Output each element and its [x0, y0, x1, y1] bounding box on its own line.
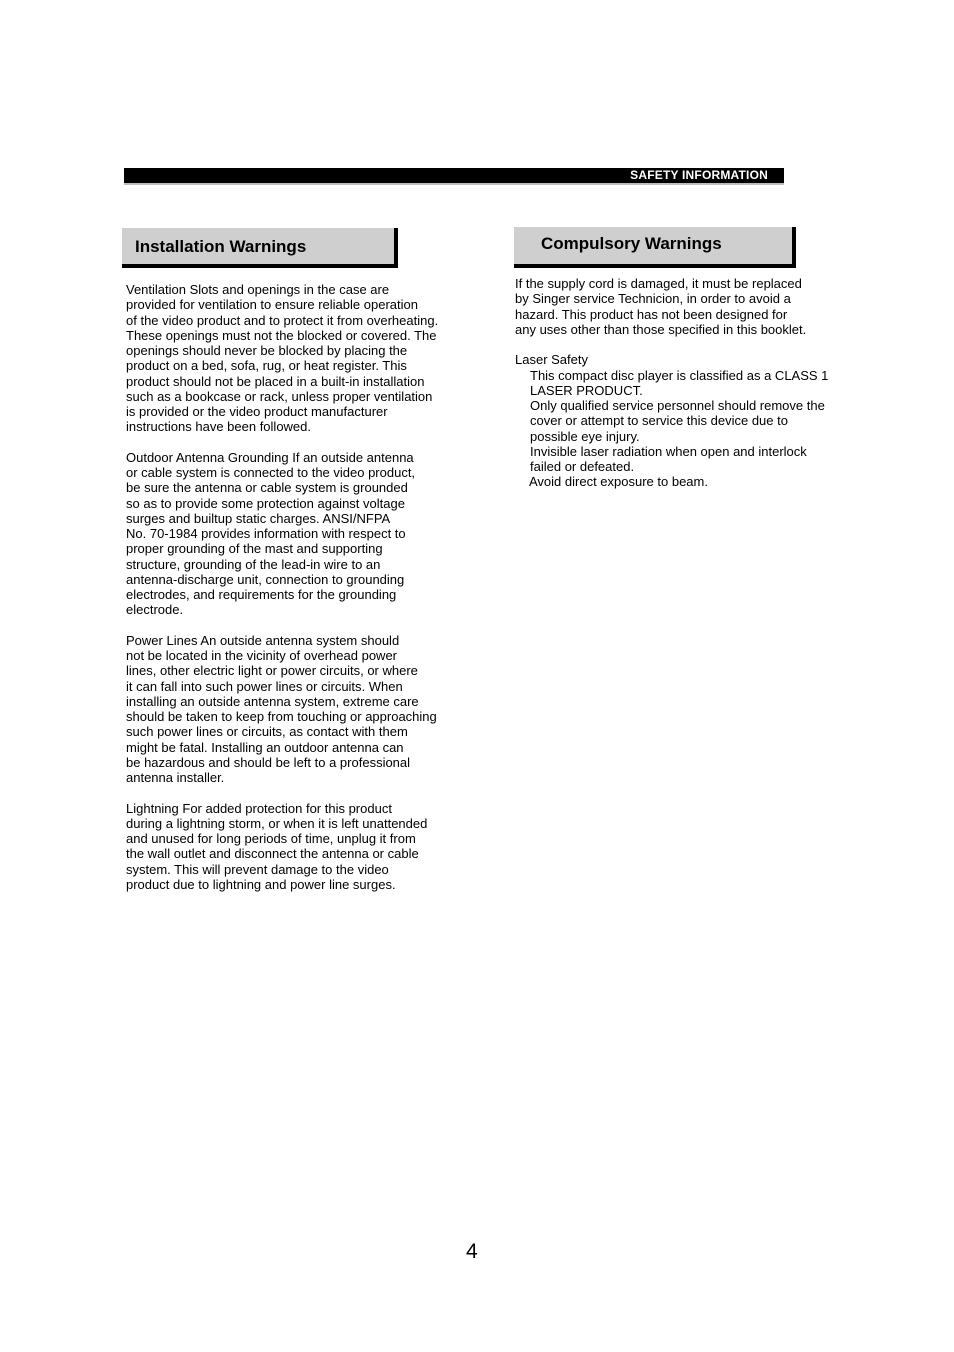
laser-safety-section	[515, 352, 828, 489]
text-line: electrodes, and requirements for the grounding	[126, 587, 397, 602]
power-lines-paragraph	[126, 633, 438, 786]
text-line: should be taken to keep from touching or approaching	[126, 709, 437, 724]
text-line: antenna installer.	[126, 770, 225, 785]
text-line: LASER PRODUCT.	[530, 382, 643, 398]
supply-cord-paragraph	[515, 276, 828, 337]
lightning-paragraph	[126, 801, 438, 893]
text-line: openings should never be blocked by placing the	[126, 343, 408, 358]
text-line: during a lightning storm, or when it is left unattended	[126, 815, 428, 831]
text-line: product should not be placed in a built-in installation	[126, 373, 425, 389]
text-line: is provided or the video product manufacturer	[126, 404, 388, 419]
text-line: Invisible laser radiation when open and interlock	[530, 443, 807, 459]
text-line: electrode.	[126, 602, 184, 618]
section-header-bar	[124, 168, 784, 183]
text-line: any uses other than those specified in this booklet.	[515, 321, 807, 337]
text-line: or cable system is connected to the video product,	[126, 465, 416, 480]
text-line: No. 70-1984 provides information with respect to	[126, 526, 406, 541]
text-line: by Singer service Technicion, in order to avoid a	[515, 291, 791, 307]
text-line: structure, grounding of the lead-in wire to an	[126, 556, 381, 572]
text-line: Outdoor Antenna Grounding If an outside antenna	[126, 449, 414, 465]
installation-warnings-title: Installation Warnings	[135, 237, 307, 256]
text-line: provided for ventilation to ensure reliable operation	[126, 297, 418, 313]
text-line: possible eye injury.	[530, 428, 640, 444]
text-line: of the video product and to protect it from overheating.	[126, 312, 439, 328]
text-line: product on a bed, sofa, rug, or heat register. This	[126, 358, 407, 374]
text-line: the wall outlet and disconnect the antenna or cable	[126, 846, 419, 862]
page-number: 4	[466, 1240, 478, 1263]
text-line: so as to provide some protection against voltage	[126, 495, 405, 511]
text-line: installing an outside antenna system, extreme care	[126, 693, 419, 709]
text-line: be sure the antenna or cable system is grounded	[126, 480, 408, 496]
text-line: be hazardous and should be left to a professional	[126, 754, 411, 770]
text-line: surges and builtup static charges. ANSI/NFPA	[126, 510, 391, 526]
text-line: and unused for long periods of time, unplug it from	[126, 831, 416, 846]
text-line: hazard. This product has not been designed for	[515, 306, 788, 322]
text-line: Ventilation Slots and openings in the case are	[126, 282, 390, 297]
text-line: Lightning For added protection for this product	[126, 800, 392, 816]
laser-safety-heading: Laser Safety	[515, 352, 588, 368]
compulsory-warnings-body	[515, 276, 828, 505]
text-line: such as a bookcase or rack, unless proper ventilation	[126, 388, 433, 404]
text-line: antenna-discharge unit, connection to grounding	[126, 571, 405, 587]
installation-warnings-body	[126, 282, 438, 907]
text-line: such power lines or circuits, as contact with them	[126, 724, 408, 740]
text-line: might be fatal. Installing an outdoor antenna can	[126, 739, 404, 755]
text-line: it can fall into such power lines or circuits. When	[126, 678, 403, 694]
text-line: This compact disc player is classified as a CLASS 1	[530, 367, 829, 383]
compulsory-warnings-title: Compulsory Warnings	[541, 234, 722, 253]
text-line: proper grounding of the mast and supporting	[126, 541, 383, 557]
header-title: SAFETY INFORMATION	[630, 168, 768, 182]
text-line: Only qualified service personnel should remove the	[530, 398, 825, 413]
text-line: Power Lines An outside antenna system should	[126, 632, 400, 648]
text-line: If the supply cord is damaged, it must be replaced	[515, 276, 802, 291]
text-line: lines, other electric light or power circuits, or where	[126, 663, 418, 679]
text-line: instructions have been followed.	[126, 419, 312, 435]
text-line: system. This will prevent damage to the video	[126, 861, 389, 877]
text-line: not be located in the vicinity of overhead power	[126, 648, 398, 663]
text-line: These openings must not the blocked or covered. The	[126, 327, 437, 343]
ventilation-paragraph	[126, 282, 438, 435]
header-bar-shadow	[124, 183, 784, 185]
text-line: cover or attempt to service this device due to	[530, 413, 788, 429]
text-line: failed or defeated.	[530, 459, 635, 474]
text-line: Avoid direct exposure to beam.	[529, 474, 708, 490]
antenna-grounding-paragraph	[126, 450, 438, 618]
text-line: product due to lightning and power line surges.	[126, 876, 396, 892]
